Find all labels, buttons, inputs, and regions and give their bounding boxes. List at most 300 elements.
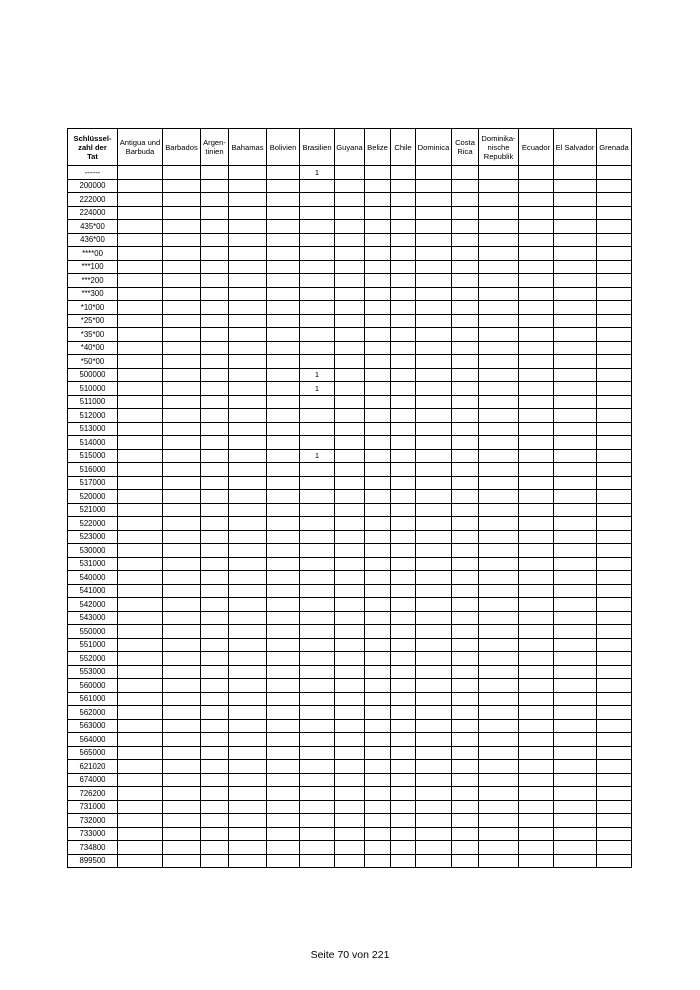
value-cell	[519, 746, 554, 760]
value-cell: 1	[300, 382, 335, 396]
value-cell	[365, 449, 391, 463]
table-row	[68, 490, 632, 504]
key-cell: 435*00	[68, 220, 118, 234]
value-cell	[452, 382, 479, 396]
value-cell	[267, 827, 300, 841]
value-cell	[335, 476, 365, 490]
value-cell	[118, 247, 163, 261]
value-cell	[163, 193, 201, 207]
value-cell	[163, 800, 201, 814]
key-cell: 561000	[68, 692, 118, 706]
value-cell	[335, 314, 365, 328]
value-cell	[267, 746, 300, 760]
value-cell	[452, 220, 479, 234]
value-cell	[365, 544, 391, 558]
header-country: Dominica	[416, 129, 452, 166]
value-cell	[391, 544, 416, 558]
value-cell	[597, 247, 632, 261]
value-cell	[365, 409, 391, 423]
value-cell	[300, 598, 335, 612]
value-cell	[118, 449, 163, 463]
value-cell	[597, 733, 632, 747]
value-cell	[452, 233, 479, 247]
value-cell	[267, 598, 300, 612]
value-cell	[452, 476, 479, 490]
value-cell	[335, 719, 365, 733]
value-cell	[163, 395, 201, 409]
value-cell	[229, 692, 267, 706]
value-cell	[300, 652, 335, 666]
value-cell	[391, 517, 416, 531]
value-cell	[452, 341, 479, 355]
value-cell	[519, 463, 554, 477]
value-cell	[267, 638, 300, 652]
value-cell	[365, 773, 391, 787]
value-cell	[597, 355, 632, 369]
table-row	[68, 409, 632, 423]
value-cell	[479, 395, 519, 409]
value-cell	[391, 206, 416, 220]
value-cell	[335, 328, 365, 342]
value-cell	[300, 854, 335, 868]
value-cell	[300, 422, 335, 436]
value-cell	[201, 746, 229, 760]
value-cell	[452, 260, 479, 274]
value-cell	[416, 814, 452, 828]
value-cell	[163, 260, 201, 274]
value-cell	[391, 274, 416, 288]
value-cell	[365, 800, 391, 814]
table-row	[68, 625, 632, 639]
value-cell	[554, 530, 597, 544]
value-cell	[452, 436, 479, 450]
table-row	[68, 611, 632, 625]
value-cell	[300, 733, 335, 747]
value-cell	[452, 557, 479, 571]
value-cell	[519, 719, 554, 733]
value-cell	[118, 773, 163, 787]
value-cell	[300, 530, 335, 544]
value-cell	[118, 220, 163, 234]
value-cell	[335, 665, 365, 679]
value-cell	[391, 760, 416, 774]
value-cell	[335, 301, 365, 315]
value-cell	[229, 814, 267, 828]
value-cell	[597, 193, 632, 207]
value-cell	[335, 247, 365, 261]
value-cell	[391, 841, 416, 855]
value-cell	[597, 746, 632, 760]
key-cell: 899500	[68, 854, 118, 868]
value-cell	[365, 598, 391, 612]
value-cell	[452, 814, 479, 828]
value-cell	[201, 449, 229, 463]
value-cell	[597, 490, 632, 504]
value-cell	[118, 382, 163, 396]
value-cell	[519, 638, 554, 652]
value-cell	[335, 463, 365, 477]
value-cell	[118, 679, 163, 693]
value-cell	[519, 490, 554, 504]
value-cell	[229, 382, 267, 396]
key-cell: 516000	[68, 463, 118, 477]
value-cell	[300, 220, 335, 234]
value-cell	[163, 544, 201, 558]
value-cell	[479, 800, 519, 814]
value-cell	[365, 787, 391, 801]
table-row	[68, 301, 632, 315]
value-cell	[479, 598, 519, 612]
value-cell	[597, 611, 632, 625]
value-cell	[118, 503, 163, 517]
table-row	[68, 841, 632, 855]
value-cell	[479, 773, 519, 787]
value-cell	[391, 220, 416, 234]
value-cell	[519, 355, 554, 369]
table-row	[68, 571, 632, 585]
value-cell	[365, 719, 391, 733]
value-cell	[267, 611, 300, 625]
value-cell	[118, 827, 163, 841]
value-cell	[365, 193, 391, 207]
value-cell	[118, 841, 163, 855]
value-cell	[201, 733, 229, 747]
key-cell: 517000	[68, 476, 118, 490]
value-cell	[365, 220, 391, 234]
value-cell	[391, 382, 416, 396]
value-cell	[300, 611, 335, 625]
value-cell	[201, 557, 229, 571]
value-cell	[519, 611, 554, 625]
value-cell	[554, 733, 597, 747]
value-cell	[452, 287, 479, 301]
value-cell	[479, 638, 519, 652]
value-cell	[267, 287, 300, 301]
value-cell	[597, 692, 632, 706]
value-cell	[554, 827, 597, 841]
value-cell	[163, 436, 201, 450]
value-cell	[300, 814, 335, 828]
value-cell	[365, 422, 391, 436]
key-cell: 733000	[68, 827, 118, 841]
value-cell	[452, 827, 479, 841]
value-cell	[201, 328, 229, 342]
key-cell: ***300	[68, 287, 118, 301]
value-cell	[300, 436, 335, 450]
value-cell	[229, 544, 267, 558]
value-cell	[365, 557, 391, 571]
value-cell	[229, 800, 267, 814]
value-cell	[229, 679, 267, 693]
value-cell	[229, 841, 267, 855]
value-cell	[365, 530, 391, 544]
header-country: Dominika- nische Republik	[479, 129, 519, 166]
value-cell	[391, 787, 416, 801]
value-cell	[479, 692, 519, 706]
value-cell	[452, 854, 479, 868]
value-cell	[267, 314, 300, 328]
value-cell	[300, 625, 335, 639]
key-cell: 551000	[68, 638, 118, 652]
key-cell: 734800	[68, 841, 118, 855]
value-cell	[163, 274, 201, 288]
value-cell	[597, 706, 632, 720]
value-cell	[519, 247, 554, 261]
value-cell	[118, 476, 163, 490]
value-cell	[118, 814, 163, 828]
value-cell	[335, 422, 365, 436]
value-cell	[163, 517, 201, 531]
value-cell	[267, 382, 300, 396]
value-cell	[335, 827, 365, 841]
value-cell	[554, 355, 597, 369]
value-cell	[267, 584, 300, 598]
value-cell	[452, 193, 479, 207]
value-cell	[267, 773, 300, 787]
value-cell	[335, 274, 365, 288]
value-cell	[391, 625, 416, 639]
value-cell	[479, 274, 519, 288]
value-cell	[267, 355, 300, 369]
value-cell	[267, 260, 300, 274]
value-cell	[554, 544, 597, 558]
value-cell	[201, 530, 229, 544]
value-cell	[201, 247, 229, 261]
value-cell	[597, 544, 632, 558]
value-cell	[118, 193, 163, 207]
value-cell	[118, 746, 163, 760]
value-cell	[201, 193, 229, 207]
value-cell	[118, 301, 163, 315]
value-cell	[391, 328, 416, 342]
value-cell	[452, 301, 479, 315]
value-cell	[201, 638, 229, 652]
value-cell	[554, 368, 597, 382]
value-cell	[201, 220, 229, 234]
value-cell	[118, 274, 163, 288]
value-cell	[452, 355, 479, 369]
value-cell	[229, 220, 267, 234]
value-cell	[229, 827, 267, 841]
value-cell	[519, 368, 554, 382]
value-cell	[597, 368, 632, 382]
header-country: Argen- tinien	[201, 129, 229, 166]
table-row	[68, 503, 632, 517]
value-cell	[416, 179, 452, 193]
value-cell	[416, 517, 452, 531]
value-cell	[391, 463, 416, 477]
value-cell	[201, 652, 229, 666]
value-cell	[554, 557, 597, 571]
value-cell	[201, 476, 229, 490]
value-cell	[554, 449, 597, 463]
value-cell	[163, 598, 201, 612]
value-cell	[597, 449, 632, 463]
value-cell	[479, 193, 519, 207]
value-cell	[201, 544, 229, 558]
value-cell	[365, 611, 391, 625]
value-cell	[479, 314, 519, 328]
value-cell	[300, 679, 335, 693]
value-cell	[365, 355, 391, 369]
value-cell	[554, 409, 597, 423]
value-cell	[452, 584, 479, 598]
value-cell	[597, 638, 632, 652]
value-cell	[163, 530, 201, 544]
value-cell	[267, 571, 300, 585]
value-cell	[229, 328, 267, 342]
value-cell	[201, 274, 229, 288]
value-cell	[163, 854, 201, 868]
value-cell	[335, 611, 365, 625]
value-cell	[118, 422, 163, 436]
key-cell: 552000	[68, 652, 118, 666]
value-cell	[201, 517, 229, 531]
value-cell	[118, 355, 163, 369]
value-cell	[554, 773, 597, 787]
value-cell	[391, 530, 416, 544]
value-cell	[229, 287, 267, 301]
value-cell	[416, 476, 452, 490]
value-cell	[479, 584, 519, 598]
value-cell	[300, 287, 335, 301]
value-cell	[335, 557, 365, 571]
value-cell	[479, 166, 519, 180]
value-cell	[554, 652, 597, 666]
table-row	[68, 395, 632, 409]
value-cell	[554, 611, 597, 625]
value-cell	[267, 503, 300, 517]
value-cell	[416, 692, 452, 706]
value-cell	[300, 314, 335, 328]
table-row	[68, 530, 632, 544]
value-cell	[519, 679, 554, 693]
value-cell	[416, 395, 452, 409]
value-cell	[163, 625, 201, 639]
value-cell	[452, 787, 479, 801]
value-cell	[391, 814, 416, 828]
value-cell	[163, 328, 201, 342]
value-cell	[452, 409, 479, 423]
value-cell	[335, 220, 365, 234]
value-cell	[163, 557, 201, 571]
value-cell	[201, 841, 229, 855]
key-cell: ****00	[68, 247, 118, 261]
value-cell	[416, 733, 452, 747]
value-cell	[519, 571, 554, 585]
value-cell: 1	[300, 166, 335, 180]
value-cell	[597, 557, 632, 571]
value-cell	[519, 733, 554, 747]
value-cell	[118, 571, 163, 585]
value-cell	[479, 719, 519, 733]
table-row	[68, 260, 632, 274]
key-cell: 523000	[68, 530, 118, 544]
value-cell	[554, 517, 597, 531]
value-cell	[267, 652, 300, 666]
value-cell	[201, 800, 229, 814]
value-cell	[416, 571, 452, 585]
value-cell	[554, 503, 597, 517]
value-cell	[229, 638, 267, 652]
value-cell	[163, 746, 201, 760]
value-cell	[597, 652, 632, 666]
value-cell	[519, 166, 554, 180]
value-cell	[391, 557, 416, 571]
value-cell	[554, 571, 597, 585]
value-cell	[335, 814, 365, 828]
value-cell	[267, 530, 300, 544]
value-cell	[452, 571, 479, 585]
value-cell	[300, 490, 335, 504]
key-cell: *25*00	[68, 314, 118, 328]
value-cell	[479, 625, 519, 639]
value-cell	[201, 760, 229, 774]
table-row	[68, 247, 632, 261]
value-cell	[201, 571, 229, 585]
value-cell	[201, 827, 229, 841]
value-cell	[391, 638, 416, 652]
value-cell	[335, 787, 365, 801]
value-cell	[365, 328, 391, 342]
value-cell	[597, 787, 632, 801]
value-cell	[163, 827, 201, 841]
value-cell	[229, 314, 267, 328]
value-cell	[391, 652, 416, 666]
value-cell	[452, 692, 479, 706]
value-cell	[118, 584, 163, 598]
value-cell	[229, 409, 267, 423]
value-cell	[118, 314, 163, 328]
value-cell	[391, 598, 416, 612]
value-cell	[163, 247, 201, 261]
value-cell	[267, 557, 300, 571]
value-cell	[416, 233, 452, 247]
value-cell	[554, 854, 597, 868]
value-cell	[300, 638, 335, 652]
value-cell	[416, 206, 452, 220]
value-cell	[519, 301, 554, 315]
value-cell	[416, 247, 452, 261]
value-cell	[519, 436, 554, 450]
value-cell	[479, 463, 519, 477]
key-cell: 222000	[68, 193, 118, 207]
value-cell	[300, 706, 335, 720]
value-cell	[391, 854, 416, 868]
value-cell	[229, 463, 267, 477]
value-cell	[229, 436, 267, 450]
value-cell	[554, 665, 597, 679]
value-cell	[267, 854, 300, 868]
value-cell	[300, 557, 335, 571]
value-cell	[554, 598, 597, 612]
value-cell	[416, 422, 452, 436]
value-cell	[479, 409, 519, 423]
value-cell	[479, 287, 519, 301]
value-cell	[201, 233, 229, 247]
key-cell: 541000	[68, 584, 118, 598]
value-cell	[479, 476, 519, 490]
value-cell	[391, 476, 416, 490]
value-cell	[554, 436, 597, 450]
value-cell	[416, 598, 452, 612]
value-cell	[201, 787, 229, 801]
value-cell	[416, 746, 452, 760]
value-cell	[554, 692, 597, 706]
table-row	[68, 206, 632, 220]
value-cell	[267, 409, 300, 423]
value-cell	[118, 611, 163, 625]
